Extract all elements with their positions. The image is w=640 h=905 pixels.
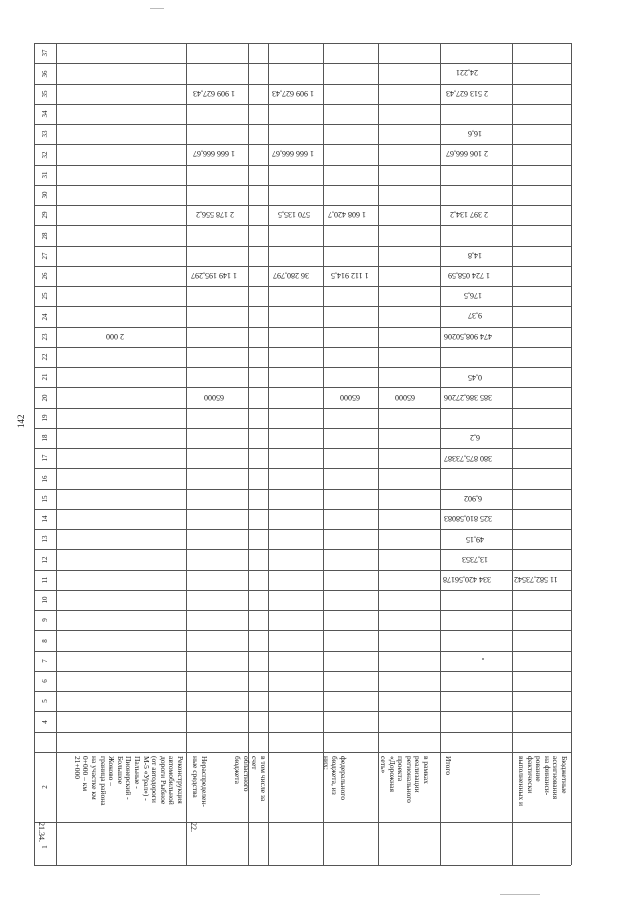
- column-number: 12: [41, 556, 49, 564]
- column-number: 33: [41, 130, 49, 138]
- column-number: 20: [41, 394, 49, 402]
- column-number: 6: [41, 679, 49, 683]
- row-header-incl-federal: федерального бюджета, из них:: [321, 756, 348, 800]
- column-number: 16: [41, 475, 49, 483]
- value-cell: 380 875,73387: [444, 454, 492, 463]
- value-cell: 176,5: [464, 291, 482, 300]
- column-number: 5: [41, 699, 49, 703]
- value-cell: 1 909 627,43: [193, 89, 235, 98]
- value-cell: 6,2: [470, 433, 480, 442]
- row-header-budget-allocations: Бюджетные ассигнования на финанси- рование фактически выполненных и: [517, 756, 569, 807]
- value-cell: 1 608 420,7: [328, 210, 366, 219]
- column-number: 10: [41, 596, 49, 604]
- value-cell: 65000: [204, 393, 224, 402]
- value-cell: 2 397 134,2: [450, 210, 488, 219]
- value-cell: 9,37: [468, 311, 482, 320]
- column-number: 27: [41, 252, 49, 260]
- column-number: 30: [41, 191, 49, 199]
- row-header-national-project: в рамках реализации регионального проекта «Дорожная сеть»: [379, 756, 431, 803]
- column-number: 36: [41, 70, 49, 78]
- column-number: 11: [41, 576, 49, 584]
- column-number: 21: [41, 373, 49, 381]
- value-cell: 2 106 666,67: [446, 149, 488, 158]
- value-cell: 0,45: [468, 373, 482, 382]
- value-cell: 2 000: [106, 332, 124, 341]
- column-number: 4: [41, 720, 49, 724]
- column-number: 13: [41, 535, 49, 543]
- page-number: 142: [16, 414, 26, 428]
- value-cell: 1 666 666,67: [193, 149, 235, 158]
- value-cell: 6,902: [464, 494, 482, 503]
- value-cell: 334 420,56178: [443, 575, 491, 584]
- value-cell: 474 908,50206: [444, 332, 492, 341]
- value-cell: 36 280,797: [273, 271, 309, 280]
- value-cell: 14,8: [468, 251, 482, 260]
- column-number: 14: [41, 515, 49, 523]
- value-cell: 24,221: [456, 68, 478, 77]
- value-cell: 2 178 556,2: [196, 210, 234, 219]
- column-number: 18: [41, 434, 49, 442]
- row-number: 22.: [189, 822, 198, 832]
- value-cell: 385 386,27206: [444, 393, 492, 402]
- value-cell: 65000: [340, 393, 360, 402]
- value-cell: 65000: [395, 393, 415, 402]
- column-number: 28: [41, 232, 49, 240]
- value-cell: 570 135,5: [278, 210, 310, 219]
- column-number: 26: [41, 272, 49, 280]
- column-number: 15: [41, 495, 49, 503]
- value-cell: 49,15: [466, 535, 484, 544]
- value-cell: 1 724 058,59: [448, 271, 490, 280]
- scan-mark: [500, 894, 540, 895]
- column-number: 2: [41, 785, 49, 789]
- column-number-strip: [34, 43, 56, 865]
- column-number: 7: [41, 659, 49, 663]
- value-cell: 1 909 627,43: [272, 89, 314, 98]
- column-number: 37: [41, 49, 49, 57]
- column-number: 32: [41, 151, 49, 159]
- row-header-undistributed: Нераспределен- ные средства: [191, 756, 209, 807]
- row-number: 21.34.: [37, 822, 46, 842]
- value-cell: 2 513 627,43: [446, 89, 488, 98]
- value-cell: 11 582,73542: [514, 575, 558, 584]
- column-number: 35: [41, 90, 49, 98]
- row-header-object-name: Реконструкция автомобильной дороги Рыбное (от автодороги М-5 «Урал») - Пальные - Пионерский - Большое Жоково – граница района на участке км 0+000 – км 21+000: [72, 756, 185, 806]
- row-header-incl-regional: в том числе за счет областного бюджета: [233, 756, 268, 802]
- column-number: 8: [41, 639, 49, 643]
- column-number: 17: [41, 454, 49, 462]
- value-cell: 325 810,58083: [444, 514, 492, 523]
- value-cell: 1 112 914,5: [331, 271, 369, 280]
- value-cell: 1 666 666,67: [272, 149, 314, 158]
- column-number: 19: [41, 414, 49, 422]
- row-header-total: Итого: [444, 756, 453, 775]
- column-number: 34: [41, 110, 49, 118]
- scan-dot: [482, 658, 484, 660]
- scan-mark: [150, 8, 164, 9]
- column-number: 22: [41, 353, 49, 361]
- column-number: 31: [41, 171, 49, 179]
- value-cell: 13,7353: [462, 555, 488, 564]
- column-number: 29: [41, 211, 49, 219]
- column-number: 1: [41, 845, 49, 849]
- value-cell: 1 149 195,297: [191, 271, 237, 280]
- column-number: 24: [41, 313, 49, 321]
- value-cell: 16,6: [468, 129, 482, 138]
- column-number: 23: [41, 333, 49, 341]
- column-number: 9: [41, 618, 49, 622]
- column-number: 25: [41, 292, 49, 300]
